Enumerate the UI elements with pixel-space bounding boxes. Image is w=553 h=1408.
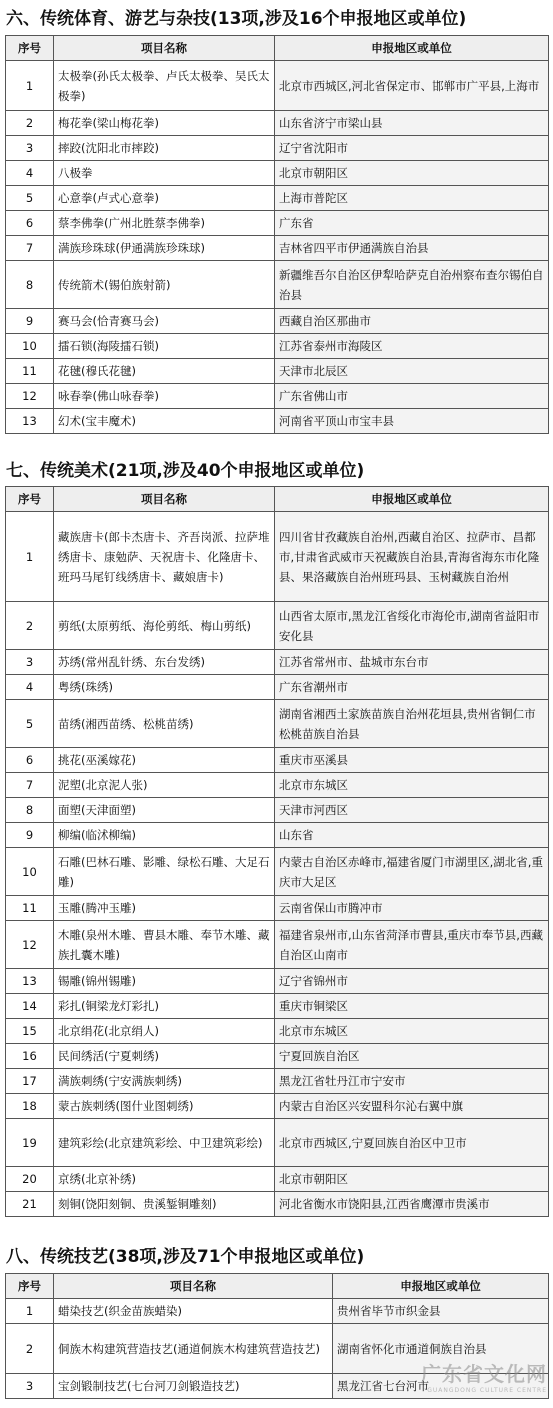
- row-number: 7: [6, 236, 54, 261]
- region-cell: 山西省太原市,黑龙江省绥化市海伦市,湖南省益阳市安化县: [275, 602, 549, 650]
- region-cell: 北京市朝阳区: [275, 161, 549, 186]
- table-row: [6, 1299, 549, 1324]
- project-name: 满族刺绣(宁安满族刺绣): [54, 1069, 275, 1094]
- region-cell: 辽宁省锦州市: [275, 969, 549, 994]
- row-number: 21: [6, 1192, 54, 1217]
- header-name: 项目名称: [54, 36, 275, 61]
- project-name: 幻术(宝丰魔术): [54, 409, 275, 434]
- table-row: [6, 512, 549, 602]
- project-table: [5, 486, 549, 1217]
- row-number: 3: [6, 1374, 54, 1399]
- region-cell: 吉林省四平市伊通满族自治县: [275, 236, 549, 261]
- table-row: [6, 1167, 549, 1192]
- project-name: 八极拳: [54, 161, 275, 186]
- table-row: [6, 1019, 549, 1044]
- table-row: [6, 236, 549, 261]
- table-row: [6, 1069, 549, 1094]
- region-cell: 福建省泉州市,山东省菏泽市曹县,重庆市奉节县,西藏自治区山南市: [275, 921, 549, 969]
- row-number: 14: [6, 994, 54, 1019]
- project-name: 锡雕(锦州锡雕): [54, 969, 275, 994]
- watermark-en: GUANGDONG CULTURE CENTRE: [427, 1387, 547, 1394]
- region-cell: 辽宁省沈阳市: [275, 136, 549, 161]
- row-number: 2: [6, 111, 54, 136]
- table-row: [6, 261, 549, 309]
- table-row: [6, 675, 549, 700]
- watermark-cn: 广东省文化网: [421, 1362, 547, 1386]
- table-row: [6, 186, 549, 211]
- project-name: 蜡染技艺(织金苗族蜡染): [54, 1299, 333, 1324]
- project-name: 宝剑锻制技艺(七台河刀剑锻造技艺): [54, 1374, 333, 1399]
- row-number: 5: [6, 186, 54, 211]
- header-region: 申报地区或单位: [275, 487, 549, 512]
- section-title: 六、传统体育、游艺与杂技(13项,涉及16个申报地区或单位): [6, 9, 467, 29]
- region-cell: 西藏自治区那曲市: [275, 309, 549, 334]
- table-row: [6, 823, 549, 848]
- row-number: 10: [6, 848, 54, 896]
- row-number: 9: [6, 823, 54, 848]
- region-cell: 湖南省怀化市通道侗族自治县: [333, 1324, 549, 1374]
- row-number: 13: [6, 409, 54, 434]
- table-row: [6, 798, 549, 823]
- project-name: 摔跤(沈阳北市摔跤): [54, 136, 275, 161]
- row-number: 2: [6, 602, 54, 650]
- project-name: 侗族木构建筑营造技艺(通道侗族木构建筑营造技艺): [54, 1324, 333, 1374]
- project-name: 粤绣(珠绣): [54, 675, 275, 700]
- region-cell: 河北省衡水市饶阳县,江西省鹰潭市贵溪市: [275, 1192, 549, 1217]
- project-name: 木雕(泉州木雕、曹县木雕、奉节木雕、藏族扎囊木雕): [54, 921, 275, 969]
- table-row: [6, 359, 549, 384]
- row-number: 2: [6, 1324, 54, 1374]
- row-number: 8: [6, 261, 54, 309]
- project-name: 蒙古族刺绣(图什业图刺绣): [54, 1094, 275, 1119]
- table-row: [6, 773, 549, 798]
- project-name: 咏春拳(佛山咏春拳): [54, 384, 275, 409]
- section-title: 八、传统技艺(38项,涉及71个申报地区或单位): [6, 1247, 365, 1267]
- project-table: [5, 35, 549, 434]
- header-no: 序号: [6, 487, 54, 512]
- region-cell: 四川省甘孜藏族自治州,西藏自治区、拉萨市、昌都市,甘肃省武威市天祝藏族自治县,青海省海东市化隆县、果洛藏族自治州班玛县、玉树藏族自治州: [275, 512, 549, 602]
- table-row: [6, 136, 549, 161]
- table-row: [6, 748, 549, 773]
- table-row: [6, 994, 549, 1019]
- table-row: [6, 409, 549, 434]
- table-row: [6, 211, 549, 236]
- region-cell: 北京市朝阳区: [275, 1167, 549, 1192]
- region-cell: 江苏省泰州市海陵区: [275, 334, 549, 359]
- row-number: 4: [6, 675, 54, 700]
- table-header-row: [6, 1274, 549, 1299]
- region-cell: 内蒙古自治区赤峰市,福建省厦门市湖里区,湖北省,重庆市大足区: [275, 848, 549, 896]
- row-number: 20: [6, 1167, 54, 1192]
- row-number: 3: [6, 136, 54, 161]
- region-cell: 江苏省常州市、盐城市东台市: [275, 650, 549, 675]
- project-name: 满族珍珠球(伊通满族珍珠球): [54, 236, 275, 261]
- region-cell: 山东省济宁市梁山县: [275, 111, 549, 136]
- region-cell: 云南省保山市腾冲市: [275, 896, 549, 921]
- region-cell: 广东省潮州市: [275, 675, 549, 700]
- table-header-row: [6, 36, 549, 61]
- region-cell: 河南省平顶山市宝丰县: [275, 409, 549, 434]
- region-cell: 重庆市巫溪县: [275, 748, 549, 773]
- project-name: 藏族唐卡(郎卡杰唐卡、齐吾岗派、拉萨堆绣唐卡、康勉萨、天祝唐卡、化隆唐卡、班玛马尾钉线绣唐卡、藏娘唐卡): [54, 512, 275, 602]
- table-row: [6, 700, 549, 748]
- table-header-row: [6, 487, 549, 512]
- project-name: 太极拳(孙氏太极拳、卢氏太极拳、吴氏太极拳): [54, 61, 275, 111]
- project-name: 梅花拳(梁山梅花拳): [54, 111, 275, 136]
- row-number: 13: [6, 969, 54, 994]
- region-cell: 北京市西城区,河北省保定市、邯郸市广平县,上海市: [275, 61, 549, 111]
- row-number: 15: [6, 1019, 54, 1044]
- table-row: [6, 111, 549, 136]
- row-number: 1: [6, 512, 54, 602]
- project-name: 民间绣活(宁夏刺绣): [54, 1044, 275, 1069]
- region-cell: 黑龙江省七台河市: [333, 1374, 549, 1399]
- table-row: [6, 969, 549, 994]
- table-row: [6, 1192, 549, 1217]
- project-name: 刻铜(饶阳刻铜、贵溪錾铜雕刻): [54, 1192, 275, 1217]
- row-number: 4: [6, 161, 54, 186]
- section-title: 七、传统美术(21项,涉及40个申报地区或单位): [6, 461, 365, 481]
- region-cell: 广东省: [275, 211, 549, 236]
- project-name: 挑花(巫溪嫁花): [54, 748, 275, 773]
- project-name: 蔡李佛拳(广州北胜蔡李佛拳): [54, 211, 275, 236]
- region-cell: 湖南省湘西土家族苗族自治州花垣县,贵州省铜仁市松桃苗族自治县: [275, 700, 549, 748]
- project-name: 面塑(天津面塑): [54, 798, 275, 823]
- table-row: [6, 896, 549, 921]
- header-no: 序号: [6, 36, 54, 61]
- region-cell: 重庆市铜梁区: [275, 994, 549, 1019]
- table-row: [6, 848, 549, 896]
- project-name: 传统箭术(锡伯族射箭): [54, 261, 275, 309]
- row-number: 9: [6, 309, 54, 334]
- project-name: 柳编(临沭柳编): [54, 823, 275, 848]
- table-row: [6, 650, 549, 675]
- row-number: 18: [6, 1094, 54, 1119]
- table-row: [6, 334, 549, 359]
- table-row: [6, 161, 549, 186]
- row-number: 12: [6, 384, 54, 409]
- project-name: 苏绣(常州乱针绣、东台发绣): [54, 650, 275, 675]
- row-number: 6: [6, 211, 54, 236]
- table-row: [6, 1094, 549, 1119]
- project-name: 赛马会(恰青赛马会): [54, 309, 275, 334]
- region-cell: 广东省佛山市: [275, 384, 549, 409]
- row-number: 8: [6, 798, 54, 823]
- table-row: [6, 1044, 549, 1069]
- region-cell: 山东省: [275, 823, 549, 848]
- region-cell: 天津市河西区: [275, 798, 549, 823]
- region-cell: 新疆维吾尔自治区伊犁哈萨克自治州察布查尔锡伯自治县: [275, 261, 549, 309]
- project-name: 玉雕(腾冲玉雕): [54, 896, 275, 921]
- table-row: [6, 309, 549, 334]
- header-region: 申报地区或单位: [333, 1274, 549, 1299]
- region-cell: 北京市西城区,宁夏回族自治区中卫市: [275, 1119, 549, 1167]
- project-name: 花毽(穆氏花毽): [54, 359, 275, 384]
- row-number: 10: [6, 334, 54, 359]
- header-name: 项目名称: [54, 487, 275, 512]
- region-cell: 天津市北辰区: [275, 359, 549, 384]
- project-name: 泥塑(北京泥人张): [54, 773, 275, 798]
- project-name: 北京绢花(北京绢人): [54, 1019, 275, 1044]
- row-number: 1: [6, 61, 54, 111]
- project-name: 建筑彩绘(北京建筑彩绘、中卫建筑彩绘): [54, 1119, 275, 1167]
- region-cell: 内蒙古自治区兴安盟科尔沁右翼中旗: [275, 1094, 549, 1119]
- project-name: 苗绣(湘西苗绣、松桃苗绣): [54, 700, 275, 748]
- row-number: 7: [6, 773, 54, 798]
- table-row: [6, 384, 549, 409]
- row-number: 11: [6, 896, 54, 921]
- project-name: 擂石锁(海陵擂石锁): [54, 334, 275, 359]
- region-cell: 北京市东城区: [275, 773, 549, 798]
- project-name: 石雕(巴林石雕、影雕、绿松石雕、大足石雕): [54, 848, 275, 896]
- row-number: 1: [6, 1299, 54, 1324]
- row-number: 5: [6, 700, 54, 748]
- region-cell: 北京市东城区: [275, 1019, 549, 1044]
- region-cell: 宁夏回族自治区: [275, 1044, 549, 1069]
- header-name: 项目名称: [54, 1274, 333, 1299]
- row-number: 16: [6, 1044, 54, 1069]
- watermark: [421, 1358, 547, 1394]
- row-number: 19: [6, 1119, 54, 1167]
- project-name: 京绣(北京补绣): [54, 1167, 275, 1192]
- region-cell: 贵州省毕节市织金县: [333, 1299, 549, 1324]
- row-number: 12: [6, 921, 54, 969]
- table-row: [6, 602, 549, 650]
- project-name: 剪纸(太原剪纸、海伦剪纸、梅山剪纸): [54, 602, 275, 650]
- row-number: 6: [6, 748, 54, 773]
- row-number: 17: [6, 1069, 54, 1094]
- region-cell: 上海市普陀区: [275, 186, 549, 211]
- region-cell: 黑龙江省牡丹江市宁安市: [275, 1069, 549, 1094]
- row-number: 3: [6, 650, 54, 675]
- project-name: 心意拳(卢式心意拳): [54, 186, 275, 211]
- table-row: [6, 61, 549, 111]
- header-region: 申报地区或单位: [275, 36, 549, 61]
- project-name: 彩扎(铜梁龙灯彩扎): [54, 994, 275, 1019]
- header-no: 序号: [6, 1274, 54, 1299]
- row-number: 11: [6, 359, 54, 384]
- table-row: [6, 921, 549, 969]
- table-row: [6, 1119, 549, 1167]
